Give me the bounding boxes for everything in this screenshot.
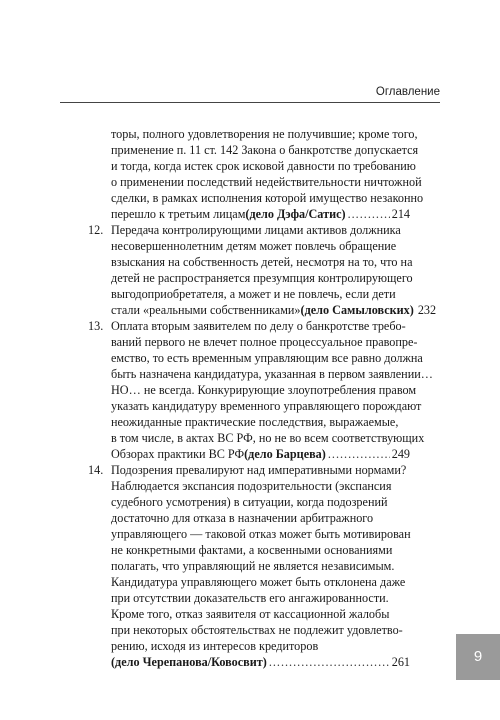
entry-text-tail: стали «реальными собственниками» [111,303,301,317]
toc-entry-14[interactable] [88,462,410,670]
entry-text-line: Кроме того, отказ заявителя от кассационной жалобы [111,607,390,621]
entry-text-line: управляющего — таковой отказ может быть мотивирован [111,527,411,541]
entry-text-line: Наблюдается экспансия подозрительности (экспансия [111,479,392,493]
entry-text-line: при некоторых обстоятельствах не подлежит удовлетво- [111,623,403,637]
entry-text-line: и тогда, когда истек срок исковой давности по требованию [111,159,416,173]
entry-text-tail: Обзорах практики ВС РФ [111,447,245,461]
entry-text-line: НО… не всегда. Конкурирующие злоупотребления правом [111,383,417,397]
page-reference[interactable]: 249 [391,447,410,461]
entry-leader-line [111,206,410,222]
page-reference[interactable]: 214 [391,207,410,221]
case-name: (дело Черепанова/Ковосвит) [111,655,267,669]
entry-text-line: взыскания на собственность детей, несмотря на то, что на [111,255,413,269]
entry-text-line: детей не распространяется презумпция контролирующего [111,271,413,285]
entry-text-line: не конкретными фактами, а косвенными основаниями [111,543,393,557]
entry-number: 13. [88,319,104,333]
entry-text-line: торы, полного удовлетворения не получившие; кроме того, [111,127,418,141]
entry-text-line: сделки, в рамках исполнения которой имущество незаконно [111,191,424,205]
header-rule [60,102,440,103]
entry-text-line: Подозрения превалируют над императивными нормами? [111,463,407,477]
entry-text-line: емство, то есть временным управляющим все равно должна [111,351,423,365]
table-of-contents [88,126,437,670]
entry-number: 12. [88,223,104,237]
page-number: 9 [473,648,483,665]
case-name: (дело Барцева) [244,447,326,461]
entry-text-line: о применении последствий недействительности ничтожной [111,175,422,189]
entry-leader-line [111,302,437,318]
entry-text-line: Кандидатура управляющего может быть отклонена даже [111,575,406,589]
entry-text-line: указать кандидатуру временного управляющего порождают [111,399,422,413]
dot-leader [328,446,390,462]
toc-entry-12[interactable] [88,222,437,318]
dot-leader [269,654,390,670]
entry-text-line: Передача контролирующими лицами активов должника [111,223,401,237]
entry-text-line: выгодоприобретателя, а может и не повлечь, если дети [111,287,396,301]
entry-text-line: рению, исходя из интересов кредиторов [111,639,319,653]
entry-text-line: применение п. 11 ст. 142 Закона о банкротстве допускается [111,143,419,157]
entry-text-line: полагать, что управляющий не является независимым. [111,559,395,573]
entry-text-line: судебного усмотрения) в ситуации, когда подозрений [111,495,388,509]
entry-leader-line [111,654,410,670]
entry-text-line: несовершеннолетним детям может повлечь обращение [111,239,397,253]
entry-text-line: быть назначена кандидатура, указанная в первом заявлении… [111,367,433,381]
entry-text-line: Оплата вторым заявителем по делу о банкротстве требо- [111,319,406,333]
entry-text-line: достаточно для отказа в назначении арбитражного [111,511,374,525]
entry-text-line: неожиданные практические последствия, выражаемые, [111,415,399,429]
entry-text-tail: перешло к третьим лицам [111,207,246,221]
entry-leader-line [111,446,410,462]
entry-text-line: при отсутствии доказательств его ангажированности. [111,591,389,605]
page-number-tab [456,634,500,680]
page-reference[interactable]: 261 [391,655,410,669]
toc-entry-continued[interactable] [88,126,424,222]
toc-entry-13[interactable] [88,318,433,462]
running-head-title: Оглавление [375,86,440,98]
dot-leader [348,206,390,222]
case-name: (дело Дэфа/Сатис) [245,207,346,221]
entry-text-line: в том числе, в актах ВС РФ, но не во всем соответствующих [111,431,425,445]
case-name: (дело Самыловских) [300,303,414,317]
page-reference[interactable]: 232 [417,303,437,317]
entry-number: 14. [88,463,104,477]
entry-text-line: ваний первого не влечет полное процессуальное правопре- [111,335,418,349]
